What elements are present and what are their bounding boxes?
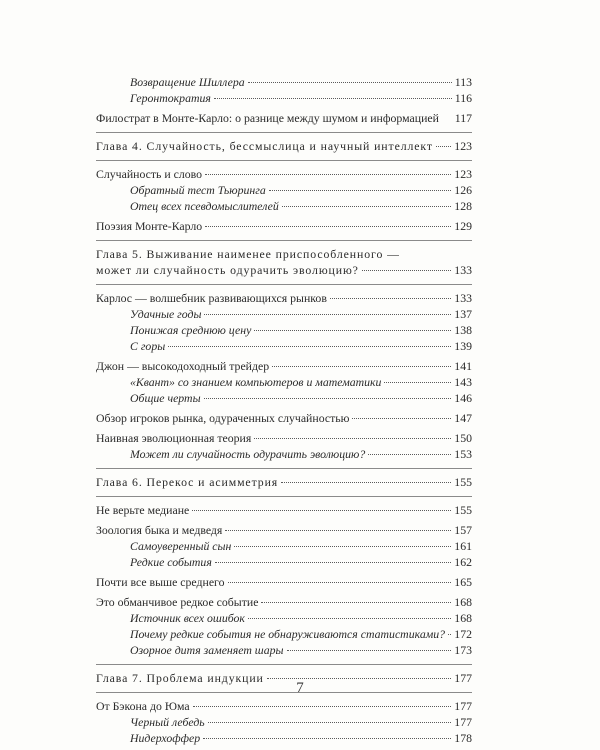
toc-page-number: 113 [454,75,472,89]
section-divider [96,160,472,161]
dot-leader [436,146,451,147]
toc-page-number: 129 [454,219,472,233]
toc-page-number: 178 [454,731,472,745]
toc-section-entry [96,594,472,610]
toc-page-number: 117 [454,111,472,125]
toc-section-entry [96,290,472,306]
toc-entry-title: Почему редкие события не обнаруживаются статистиками? [130,627,446,641]
toc-entry-title: С горы [130,339,166,353]
toc-page-number: 116 [454,91,472,105]
toc-section-entry [96,358,472,374]
toc-entry-title: Самоуверенный сын [130,539,232,553]
toc-page-number: 155 [454,475,472,489]
toc-entry-title: От Бэкона до Юма [96,699,190,713]
toc-page-number: 177 [454,671,472,685]
dot-leader [248,82,452,83]
toc-page-number: 157 [454,523,472,537]
dot-leader [282,206,452,207]
dot-leader [193,706,452,707]
toc-entry-title: Может ли случайность одурачить эволюцию? [130,447,366,461]
toc-entry-title: Поэзия Монте-Карло [96,219,203,233]
toc-subentry [96,610,472,626]
toc-chapter-title-line2 [96,262,472,278]
toc-subentry [96,730,472,746]
toc-page-number: 155 [454,503,472,517]
toc-entry-title: Источник всех ошибок [130,611,245,625]
dot-leader [448,634,451,635]
dot-leader [205,174,451,175]
dot-leader [330,298,451,299]
toc-entry-title: Карлос — волшебник развивающихся рынков [96,291,327,305]
toc-subentry [96,554,472,570]
toc-chapter-title-line1: Глава 5. Выживание наименее приспособленного — [96,247,400,261]
toc-entry-title: Отец всех псевдомыслителей [130,199,279,213]
toc-section-entry [96,698,472,714]
toc-page-number: 161 [454,539,472,553]
toc-subentry [96,390,472,406]
toc-section-entry [96,522,472,538]
toc-subentry [96,446,472,462]
toc-page-number: 168 [454,595,472,609]
dot-leader [352,418,451,419]
toc-entry-title: Глава 6. Перекос и асимметрия [96,475,279,489]
toc-page-number: 123 [454,139,472,153]
dot-leader [228,582,452,583]
toc-subentry [96,642,472,658]
toc-subentry [96,714,472,730]
toc-entry-title: Это обманчивое редкое событие [96,595,259,609]
toc-page-number: 147 [454,411,472,425]
toc-page-number: 141 [454,359,472,373]
dot-leader [368,454,451,455]
toc-section-entry [96,166,472,182]
toc-entry-title: Почти все выше среднего [96,575,225,589]
toc-entry-title: Геронтократия [130,91,211,105]
toc-page-number: 143 [454,375,472,389]
toc-page-number: 177 [454,699,472,713]
dot-leader [168,346,451,347]
toc-page-number: 123 [454,167,472,181]
section-divider [96,468,472,469]
toc-entry-title: Черный лебедь [130,715,205,729]
toc-page-number: 168 [454,611,472,625]
toc-entry-title: Озорное дитя заменяет шары [130,643,284,657]
section-divider [96,132,472,133]
toc-entry-title: Нидерхоффер [130,731,201,745]
dot-leader [204,398,452,399]
dot-leader [267,678,452,679]
toc-subentry [96,538,472,554]
dot-leader [272,366,451,367]
dot-leader [254,438,451,439]
toc-entry-title: Случайность и слово [96,167,203,181]
toc-page-number: 133 [454,263,472,277]
toc-entry-title: Редкие события [130,555,212,569]
dot-leader [215,562,451,563]
dot-leader [254,330,451,331]
toc-chapter-heading [96,246,472,278]
section-divider [96,496,472,497]
dot-leader [384,382,451,383]
toc-section-entry [96,218,472,234]
dot-leader [281,482,451,483]
toc-page-number: 128 [454,199,472,213]
toc-entry-title: Возвращение Шиллера [130,75,245,89]
dot-leader [214,98,452,99]
dot-leader [203,738,451,739]
toc-section-entry [96,410,472,426]
dot-leader [225,530,451,531]
dot-leader [261,602,451,603]
toc-entry-title: Понижая среднюю цену [130,323,252,337]
toc-entry-title: Общие черты [130,391,201,405]
toc-page-number: 153 [454,447,472,461]
toc-subentry [96,198,472,214]
toc-subentry [96,626,472,642]
toc-section-entry [96,110,472,126]
toc-section-entry [96,430,472,446]
toc-page-number: 137 [454,307,472,321]
dot-leader [204,314,451,315]
table-of-contents [96,74,472,746]
toc-page-number: 173 [454,643,472,657]
toc-subentry [96,322,472,338]
toc-page-number: 177 [454,715,472,729]
section-divider [96,284,472,285]
dot-leader [205,226,451,227]
toc-subentry [96,90,472,106]
toc-entry-title: Наивная эволюционная теория [96,431,252,445]
toc-subentry [96,306,472,322]
toc-entry-title: Глава 7. Проблема индукции [96,671,264,685]
toc-page-number: 138 [454,323,472,337]
toc-entry-title: Филострат в Монте-Карло: о разнице между шумом и информацией [96,111,439,125]
toc-entry-title: «Квант» со знанием компьютеров и математики [130,375,382,389]
dot-leader [362,270,451,271]
toc-subentry [96,74,472,90]
section-divider [96,664,472,665]
dot-leader [192,510,451,511]
dot-leader [287,650,452,651]
toc-entry-title: Не верьте медиане [96,503,190,517]
toc-page-number: 165 [454,575,472,589]
dot-leader [269,190,452,191]
toc-page-number: 162 [454,555,472,569]
dot-leader [234,546,451,547]
toc-entry-title: Обзор игроков рынка, одураченных случайностью [96,411,350,425]
toc-page-number: 133 [454,291,472,305]
toc-entry-title: Джон — высокодоходный трейдер [96,359,270,373]
toc-chapter-title: может ли случайность одурачить эволюцию? [96,263,359,277]
toc-chapter-heading [96,138,472,154]
toc-page-number: 150 [454,431,472,445]
dot-leader [248,618,451,619]
toc-entry-title: Глава 4. Случайность, бессмыслица и научный интеллект [96,139,433,153]
toc-entry-title: Обратный тест Тьюринга [130,183,266,197]
toc-page-number: 146 [454,391,472,405]
toc-page-number: 126 [454,183,472,197]
toc-subentry [96,338,472,354]
toc-page-number: 139 [454,339,472,353]
page-number: 7 [296,680,304,696]
toc-section-entry [96,574,472,590]
toc-entry-title: Зоология быка и медведя [96,523,223,537]
dot-leader [208,722,452,723]
toc-subentry [96,182,472,198]
toc-subentry [96,374,472,390]
section-divider [96,240,472,241]
toc-chapter-heading [96,474,472,490]
toc-entry-title: Удачные годы [130,307,202,321]
toc-section-entry [96,502,472,518]
toc-page-number: 172 [454,627,472,641]
